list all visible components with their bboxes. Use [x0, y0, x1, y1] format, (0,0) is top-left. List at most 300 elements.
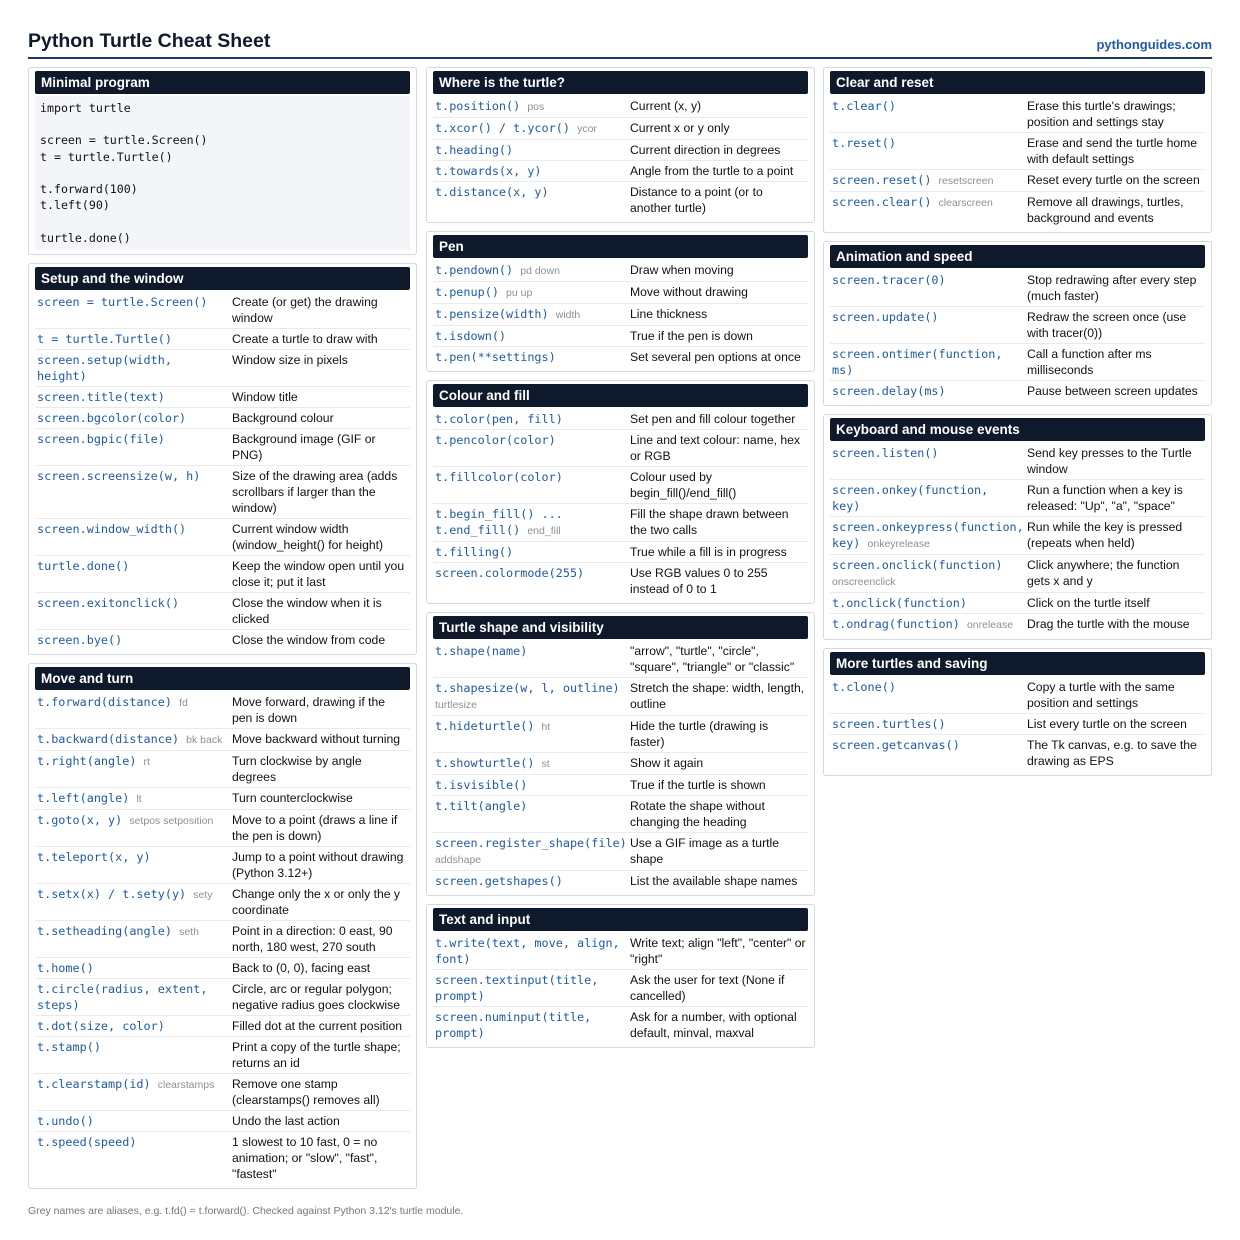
method-name: t.goto(x, y): [37, 812, 123, 827]
method-cell: [435, 798, 630, 830]
method-name: screen.bgpic(file): [37, 431, 165, 446]
table-row: [35, 386, 410, 407]
method-description: Stop redrawing after every step (much faster): [1027, 273, 1197, 303]
method-name: t.ondrag(function): [832, 617, 960, 631]
table-row: [35, 728, 410, 750]
table-row: [830, 479, 1205, 516]
table-row: [433, 933, 808, 969]
section-title: Colour and fill: [433, 384, 808, 407]
method-cell: [435, 972, 630, 1004]
method-name: t.shapesize(w, l, outline): [435, 681, 620, 695]
method-alias: onscreenclick: [832, 576, 896, 588]
method-description: The Tk canvas, e.g. to save the drawing as EPS: [1027, 738, 1197, 768]
method-description: Back to (0, 0), facing east: [232, 960, 371, 975]
method-description: Print a copy of the turtle shape; returns an id: [232, 1039, 401, 1070]
table-row: [35, 692, 410, 728]
method-name: t.pencolor(color): [435, 433, 556, 447]
method-name: screen.screensize(w, h): [37, 468, 201, 483]
method-description: Rotate the shape without changing the heading: [630, 799, 765, 829]
section-title: Animation and speed: [830, 245, 1205, 268]
method-name: t.speed(speed): [37, 1134, 137, 1149]
method-cell: [435, 284, 630, 301]
method-alias: clearscreen: [938, 197, 993, 209]
method-name: t.clearstamp(id): [37, 1076, 151, 1091]
table-row: [433, 562, 808, 599]
method-cell: [37, 1018, 232, 1034]
method-name: t.distance(x, y): [435, 185, 549, 199]
method-cell: [435, 835, 630, 868]
method-description: Move to a point (draws a line if the pen is down): [232, 812, 398, 843]
method-description: Click on the turtle itself: [1027, 596, 1150, 610]
table-row: [35, 292, 410, 328]
method-name: t.onclick(function): [832, 596, 967, 610]
method-name: t.setx(x) / t.sety(y): [37, 886, 187, 901]
method-description: Close the window from code: [232, 632, 386, 647]
method-cell: [832, 716, 1027, 732]
method-description: True if the pen is down: [630, 329, 753, 343]
method-cell: [832, 595, 1027, 611]
method-name: screen.delay(ms): [832, 384, 946, 398]
table-row: [433, 832, 808, 870]
method-name: t.shape(name): [435, 644, 528, 658]
footer-note: Grey names are aliases, e.g. t.fd() = t.forward(). Checked against Python 3.12's turtle module.: [28, 1205, 464, 1217]
table-row: [35, 787, 410, 809]
table-row: [433, 429, 808, 466]
table-row: [433, 160, 808, 181]
method-cell: [37, 923, 232, 955]
method-name: t.fillcolor(color): [435, 470, 563, 484]
table-row: [433, 303, 808, 325]
table-row: [830, 516, 1205, 554]
table-row: [830, 132, 1205, 169]
table-row: [35, 750, 410, 787]
method-name: t.hideturtle(): [435, 719, 535, 733]
method-description: Send key presses to the Turtle window: [1027, 446, 1192, 476]
table-row: [35, 465, 410, 518]
method-cell: [37, 886, 232, 918]
table-row: [35, 407, 410, 428]
method-cell: [832, 309, 1027, 341]
column-left: [28, 67, 417, 1197]
method-description: Click anywhere; the function gets x and y: [1027, 558, 1180, 588]
method-cell: [37, 521, 232, 553]
table-row: [830, 380, 1205, 401]
table-row: [433, 795, 808, 832]
method-name: turtle.done(): [37, 558, 130, 573]
method-alias: setpos setposition: [129, 814, 214, 827]
table-row: [830, 169, 1205, 191]
table-row: [35, 846, 410, 883]
code-block: import turtle screen = turtle.Screen() t = turtle.Turtle() t.forward(100) t.left(90) turtle.done(): [35, 96, 410, 250]
method-description: Current x or y only: [630, 121, 730, 135]
method-name: screen.colormode(255): [435, 566, 585, 580]
method-name: t.color(pen, fill): [435, 412, 563, 426]
table-row: [35, 978, 410, 1015]
method-name: screen.getshapes(): [435, 874, 563, 888]
method-cell: [37, 1076, 232, 1108]
column-right: [823, 67, 1212, 784]
table-row: [433, 677, 808, 715]
section-title: More turtles and saving: [830, 652, 1205, 675]
method-name: screen.window_width(): [37, 521, 187, 536]
method-description: Background colour: [232, 410, 334, 425]
method-cell: [435, 643, 630, 675]
method-cell: [435, 777, 630, 793]
method-name: t.towards(x, y): [435, 164, 542, 178]
method-description: Size of the drawing area (adds scrollbars if larger than the window): [232, 468, 398, 515]
method-description: Current window width (window_height() for height): [232, 521, 384, 552]
method-description: Keep the window open until you close it; put it last: [232, 558, 405, 589]
method-name: t.begin_fill() ... t.end_fill(): [435, 507, 563, 537]
method-cell: [435, 120, 630, 137]
method-name: t.isdown(): [435, 329, 507, 343]
method-name: t.reset(): [832, 136, 896, 150]
method-cell: [37, 431, 232, 463]
method-name: screen.title(text): [37, 389, 165, 404]
table-row: [433, 409, 808, 429]
method-cell: [37, 468, 232, 516]
method-alias: fd: [179, 696, 188, 709]
method-description: Change only the x or only the y coordinate: [232, 886, 401, 917]
table-row: [830, 270, 1205, 306]
table-row: [35, 349, 410, 386]
method-cell: [37, 753, 232, 785]
method-description: Stretch the shape: width, length, outline: [630, 681, 805, 711]
method-description: Ask for a number, with optional default, minval, maxval: [630, 1010, 797, 1040]
method-name: screen.onkey(function, key): [832, 483, 989, 513]
method-description: Angle from the turtle to a point: [630, 164, 794, 178]
method-description: Show it again: [630, 756, 704, 770]
method-cell: [435, 755, 630, 772]
method-cell: [435, 349, 630, 365]
method-name: screen.listen(): [832, 446, 939, 460]
method-description: True while a fill is in progress: [630, 545, 787, 559]
section-text-and-input: [426, 904, 815, 1048]
section-setup-and-the-window: [28, 263, 417, 655]
section-title: Where is the turtle?: [433, 71, 808, 94]
method-name: screen.update(): [832, 310, 939, 324]
method-cell: [37, 790, 232, 807]
method-description: Remove one stamp (clearstamps() removes all): [232, 1076, 380, 1107]
method-cell: [832, 737, 1027, 769]
method-cell: [37, 1039, 232, 1071]
method-description: List every turtle on the screen: [1027, 717, 1187, 731]
method-description: Undo the last action: [232, 1113, 340, 1128]
method-cell: [37, 632, 232, 648]
method-description: 1 slowest to 10 fast, 0 = no animation; or "slow", "fast", "fastest": [232, 1134, 378, 1181]
method-cell: [435, 544, 630, 560]
method-name: screen.setup(width, height): [37, 352, 172, 383]
table-row: [35, 1073, 410, 1110]
table-row: [433, 260, 808, 281]
method-cell: [37, 960, 232, 976]
table-row: [433, 1006, 808, 1043]
section-title: Turtle shape and visibility: [433, 616, 808, 639]
table-row: [830, 592, 1205, 613]
method-cell: [832, 445, 1027, 477]
table-row: [35, 1110, 410, 1131]
method-name: screen.exitonclick(): [37, 595, 180, 610]
method-description: Point in a direction: 0 east, 90 north, 180 west, 270 south: [232, 923, 393, 954]
table-row: [433, 715, 808, 752]
method-cell: [832, 482, 1027, 514]
section-colour-and-fill: [426, 380, 815, 604]
method-description: Set several pen options at once: [630, 350, 801, 364]
method-description: Copy a turtle with the same position and settings: [1027, 680, 1175, 710]
method-alias: onrelease: [966, 619, 1014, 631]
method-description: Redraw the screen once (use with tracer(0)): [1027, 310, 1187, 340]
method-description: Current (x, y): [630, 99, 702, 113]
method-alias: addshape: [435, 854, 482, 866]
method-cell: [832, 272, 1027, 304]
method-cell: [37, 1113, 232, 1129]
method-name: screen.numinput(title, prompt): [435, 1010, 592, 1040]
method-description: Run a function when a key is released: "Up", "a", "space": [1027, 483, 1183, 513]
method-name: screen.onclick(function): [832, 558, 1003, 572]
method-description: Remove all drawings, turtles, background and events: [1027, 195, 1184, 225]
method-description: Fill the shape drawn between the two calls: [630, 507, 789, 537]
method-alias: lt: [136, 792, 142, 805]
method-name: t.tilt(angle): [435, 799, 528, 813]
method-description: Use RGB values 0 to 255 instead of 0 to 1: [630, 566, 768, 596]
table-row: [433, 281, 808, 303]
method-cell: [435, 142, 630, 158]
method-cell: [435, 506, 630, 539]
method-description: True if the turtle is shown: [630, 778, 766, 792]
method-description: Turn clockwise by angle degrees: [232, 753, 362, 784]
method-cell: [832, 135, 1027, 167]
method-name: t.home(): [37, 960, 94, 975]
table-row: [433, 96, 808, 117]
method-cell: [435, 873, 630, 889]
method-description: Create a turtle to draw with: [232, 331, 378, 346]
method-description: Run while the key is pressed (repeats when held): [1027, 520, 1183, 550]
method-name: t.forward(distance): [37, 694, 172, 709]
method-name: t.teleport(x, y): [37, 849, 151, 864]
table-row: [830, 306, 1205, 343]
method-cell: [37, 849, 232, 881]
method-description: Reset every turtle on the screen: [1027, 173, 1200, 187]
method-description: Drag the turtle with the mouse: [1027, 617, 1190, 631]
method-cell: [435, 718, 630, 750]
method-cell: [435, 935, 630, 967]
section-turtle-shape-and-visibility: [426, 612, 815, 896]
section-clear-and-reset: [823, 67, 1212, 233]
site-link[interactable]: pythonguides.com: [1096, 37, 1212, 52]
method-alias: clearstamps: [157, 1078, 215, 1091]
method-alias: sety: [193, 888, 213, 901]
method-alias: pd down: [520, 265, 560, 277]
method-cell: [832, 616, 1027, 633]
method-name: t.write(text, move, align, font): [435, 936, 620, 966]
method-description: Turn counterclockwise: [232, 790, 353, 805]
method-cell: [37, 558, 232, 590]
method-alias: width: [555, 309, 581, 321]
table-row: [35, 920, 410, 957]
method-cell: [832, 194, 1027, 226]
method-cell: [832, 557, 1027, 590]
section-animation-and-speed: [823, 241, 1212, 406]
method-name: t.showturtle(): [435, 756, 535, 770]
method-cell: [37, 294, 232, 326]
section-title: Clear and reset: [830, 71, 1205, 94]
method-cell: [37, 1134, 232, 1182]
method-cell: [37, 731, 232, 748]
method-name: t.right(angle): [37, 753, 137, 768]
section-title: Pen: [433, 235, 808, 258]
section-pen: [426, 231, 815, 372]
table-row: [830, 443, 1205, 479]
method-cell: [37, 694, 232, 726]
method-name: t.filling(): [435, 545, 514, 559]
method-cell: [37, 331, 232, 347]
method-description: "arrow", "turtle", "circle", "square", "triangle" or "classic": [630, 644, 795, 674]
method-description: Distance to a point (or to another turtle): [630, 185, 763, 215]
method-cell: [37, 595, 232, 627]
table-row: [35, 328, 410, 349]
method-description: Close the window when it is clicked: [232, 595, 382, 626]
method-name: t.clear(): [832, 99, 896, 113]
table-row: [830, 713, 1205, 734]
method-cell: [435, 184, 630, 216]
table-row: [433, 870, 808, 891]
section-title: Move and turn: [35, 667, 410, 690]
table-row: [433, 641, 808, 677]
method-name: screen.register_shape(file): [435, 836, 627, 850]
method-name: screen.reset(): [832, 173, 932, 187]
method-name: t.left(angle): [37, 790, 130, 805]
table-row: [830, 96, 1205, 132]
table-row: [830, 554, 1205, 592]
table-row: [433, 969, 808, 1006]
table-row: [433, 466, 808, 503]
method-name: screen.clear(): [832, 195, 932, 209]
method-description: Draw when moving: [630, 263, 734, 277]
method-cell: [435, 411, 630, 427]
method-alias: st: [541, 758, 550, 770]
table-row: [35, 1131, 410, 1184]
section-title: Keyboard and mouse events: [830, 418, 1205, 441]
table-row: [35, 957, 410, 978]
method-name: t.heading(): [435, 143, 514, 157]
method-alias: ht: [541, 721, 551, 733]
method-description: Erase this turtle's drawings; position and settings stay: [1027, 99, 1176, 129]
method-cell: [435, 432, 630, 464]
table-row: [433, 117, 808, 139]
method-alias: pu up: [506, 287, 533, 299]
method-cell: [832, 172, 1027, 189]
section-move-and-turn: [28, 663, 417, 1189]
method-description: Circle, arc or regular polygon; negative radius goes clockwise: [232, 981, 401, 1012]
table-row: [35, 518, 410, 555]
section-title: Minimal program: [35, 71, 410, 94]
method-cell: [435, 262, 630, 279]
method-name: t.circle(radius, extent, steps): [37, 981, 208, 1012]
method-description: Line thickness: [630, 307, 708, 321]
method-alias: ycor: [577, 123, 597, 135]
method-alias: turtlesize: [435, 699, 478, 711]
method-name: t.setheading(angle): [37, 923, 172, 938]
method-description: Line and text colour: name, hex or RGB: [630, 433, 801, 463]
section-title: Setup and the window: [35, 267, 410, 290]
method-description: Ask the user for text (None if cancelled): [630, 973, 785, 1003]
method-description: Window title: [232, 389, 298, 404]
method-description: Current direction in degrees: [630, 143, 781, 157]
method-name: t.dot(size, color): [37, 1018, 165, 1033]
table-row: [830, 191, 1205, 228]
method-cell: [832, 679, 1027, 711]
table-row: [35, 629, 410, 650]
method-description: Write text; align "left", "center" or "right": [630, 936, 806, 966]
section-title: Text and input: [433, 908, 808, 931]
section-minimal-program: [28, 67, 417, 255]
method-name: t.pensize(width): [435, 307, 549, 321]
method-description: Background image (GIF or PNG): [232, 431, 376, 462]
section-where-is-the-turtle: [426, 67, 815, 223]
method-alias: resetscreen: [938, 175, 994, 187]
method-description: Move without drawing: [630, 285, 748, 299]
method-name: t.undo(): [37, 1113, 94, 1128]
page-header: [28, 30, 1212, 59]
method-cell: [832, 383, 1027, 399]
method-description: Colour used by begin_fill()/end_fill(): [630, 470, 737, 500]
table-row: [35, 883, 410, 920]
method-name: t = turtle.Turtle(): [37, 331, 172, 346]
table-row: [35, 809, 410, 846]
method-name: screen.bye(): [37, 632, 123, 647]
table-row: [830, 734, 1205, 771]
method-description: Pause between screen updates: [1027, 384, 1198, 398]
method-alias: end_fill: [527, 525, 561, 537]
table-row: [830, 343, 1205, 380]
table-row: [433, 181, 808, 218]
section-keyboard-and-mouse-events: [823, 414, 1212, 640]
method-description: Set pen and fill colour together: [630, 412, 796, 426]
method-cell: [435, 98, 630, 115]
method-description: Call a function after ms milliseconds: [1027, 347, 1152, 377]
method-description: Move forward, drawing if the pen is down: [232, 694, 386, 725]
method-name: t.pen(**settings): [435, 350, 556, 364]
table-row: [830, 613, 1205, 635]
method-cell: [435, 1009, 630, 1041]
method-name: t.isvisible(): [435, 778, 528, 792]
method-cell: [435, 163, 630, 179]
method-name: t.backward(distance): [37, 731, 180, 746]
method-description: Create (or get) the drawing window: [232, 294, 378, 325]
method-cell: [832, 519, 1027, 552]
method-cell: [435, 565, 630, 597]
method-description: Use a GIF image as a turtle shape: [630, 836, 780, 866]
method-cell: [435, 680, 630, 713]
method-alias: onkeyrelease: [867, 538, 930, 550]
method-description: Filled dot at the current position: [232, 1018, 403, 1033]
method-cell: [37, 981, 232, 1013]
method-cell: [37, 812, 232, 844]
method-name: screen = turtle.Screen(): [37, 294, 208, 309]
table-row: [433, 346, 808, 367]
method-alias: pos: [527, 101, 545, 113]
page-title: Python Turtle Cheat Sheet: [28, 30, 271, 52]
table-row: [35, 1036, 410, 1073]
method-name: t.penup(): [435, 285, 499, 299]
method-cell: [435, 469, 630, 501]
method-description: Window size in pixels: [232, 352, 348, 367]
method-description: Hide the turtle (drawing is faster): [630, 719, 769, 749]
method-name: t.clone(): [832, 680, 896, 694]
table-row: [433, 139, 808, 160]
table-row: [35, 428, 410, 465]
method-cell: [37, 352, 232, 384]
